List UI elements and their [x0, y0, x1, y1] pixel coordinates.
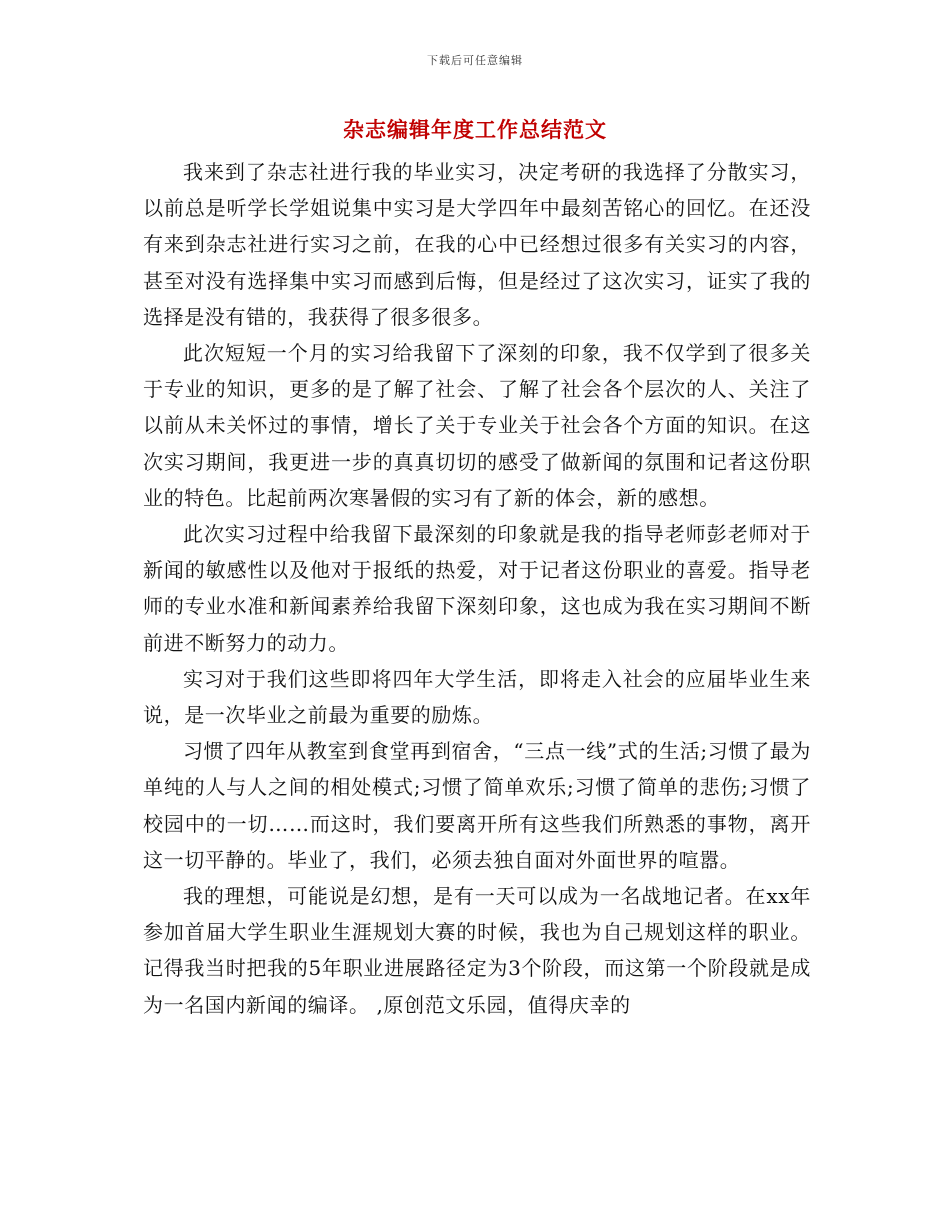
- document-body: [143, 154, 811, 1023]
- paragraph: 此次实习过程中给我留下最深刻的印象就是我的指导老师彭老师对于新闻的敏感性以及他对于报纸的热爱，对于记者这份职业的喜爱。指导老师的专业水准和新闻素养给我留下深刻印象，这也成为我在实习期间不断前进不断努力的动力。: [143, 522, 811, 655]
- download-note: 下载后可任意编辑: [427, 54, 523, 67]
- paragraph: 我来到了杂志社进行我的毕业实习，决定考研的我选择了分散实习，以前总是听学长学姐说集中实习是大学四年中最刻苦铭心的回忆。在还没有来到杂志社进行实习之前，在我的心中已经想过很多有关实习的内容，甚至对没有选择集中实习而感到后悔，但是经过了这次实习，证实了我的选择是没有错的，我获得了很多很多。: [143, 160, 811, 329]
- document-title: 杂志编辑年度工作总结范文: [343, 117, 607, 142]
- paragraph: 实习对于我们这些即将四年大学生活，即将走入社会的应届毕业生来说，是一次毕业之前最为重要的励炼。: [143, 666, 811, 728]
- paragraph: 我的理想，可能说是幻想，是有一天可以成为一名战地记者。在xx年参加首届大学生职业生涯规划大赛的时候，我也为自己规划这样的职业。记得我当时把我的5年职业进展路径定为3个阶段，而这第一个阶段就是成为一名国内新闻的编译。 ,原创范文乐园，值得庆幸的: [143, 884, 811, 1017]
- paragraph: 此次短短一个月的实习给我留下了深刻的印象，我不仅学到了很多关于专业的知识，更多的是了解了社会、了解了社会各个层次的人、关注了以前从未关怀过的事情，增长了关于专业关于社会各个方面的知识。在这次实习期间，我更进一步的真真切切的感受了做新闻的氛围和记者这份职业的特色。比起前两次寒暑假的实习有了新的体会，新的感想。: [143, 341, 811, 510]
- paragraph: 习惯了四年从教室到食堂再到宿舍，“三点一线”式的生活;习惯了最为单纯的人与人之间的相处模式;习惯了简单欢乐;习惯了简单的悲伤;习惯了校园中的一切……而这时，我们要离开所有这些我们所熟悉的事物，离开这一切平静的。毕业了，我们，必须去独自面对外面世界的喧嚣。: [143, 739, 811, 872]
